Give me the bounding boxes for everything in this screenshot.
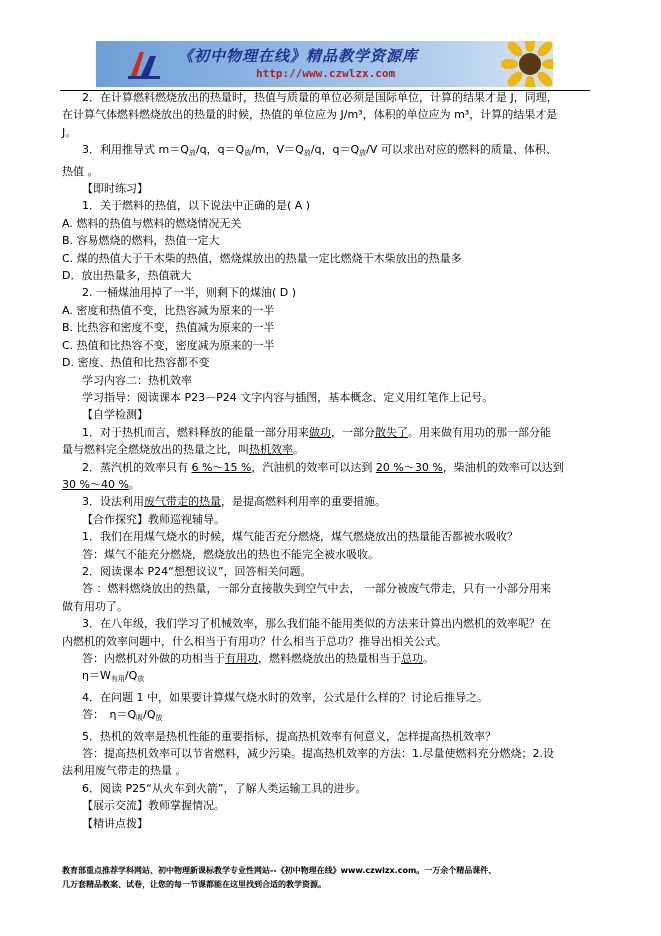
section-heading: 【合作探究】教师巡视辅导。 xyxy=(82,512,225,526)
formula-line: 3．利用推导式 $m=Q_放/q$，$q=Q_放/m$，$V=Q_放/q$，$q=Q_放/V$ 可以求出对应的燃料的质量、体积、 xyxy=(82,143,557,158)
option: A. 燃料的热值与燃料的燃烧情况无关 xyxy=(62,216,242,230)
answer: 做有用功了。 xyxy=(62,599,128,613)
answer: 答：内燃机对外做的功相当于有用功，燃料燃烧放出的热量相当于总功。 xyxy=(82,652,434,665)
footer-line: 几万套精品教案、试卷，让您的每一节课都能在这里找到合适的教学资源。 xyxy=(62,880,326,889)
question: 2．阅读课本 P24“想想议议”，回答相关问题。 xyxy=(82,564,312,578)
formula-line: $\eta=W_{有用}/Q_放$ xyxy=(82,669,145,684)
text-line: J。 xyxy=(62,125,77,139)
text-line: 30 %～40 %。 xyxy=(62,477,140,491)
text-line: 2．在计算燃料燃烧放出的热量时，热值与质量的单位必须是国际单位，计算的结果才是 J，同理， xyxy=(82,91,558,104)
question: 1．我们在用煤气烧水的时候，煤气能否充分燃烧，煤气燃烧放出的热量能否都被水吸收？ xyxy=(82,530,518,544)
question: 6．阅读 P25“从火车到火箭”，了解人类运输工具的进步。 xyxy=(82,781,367,795)
text-line: 1．对于热机而言，燃料释放的能量一部分用来做功，一部分散失了。用来做有用功的那一部分能 xyxy=(82,425,551,439)
formula-line: 答： $\eta=Q_吸/Q_放$ xyxy=(82,708,163,723)
text-line: 2．蒸汽机的效率只有 6 %～15 %，汽油机的效率可以达到 20 %～30 %，柴油机的效率可以达到 xyxy=(82,460,564,474)
page-footer xyxy=(62,864,594,892)
section-heading: 学习内容二：热机效率 xyxy=(82,373,192,387)
question: 1．关于燃料的热值，以下说法中正确的是( A ) xyxy=(82,199,311,213)
question: 4．在问题 1 中，如果要计算煤气烧水时的效率，公式是什么样的？讨论后推导之。 xyxy=(82,690,488,704)
footer-line: 教育部重点推荐学科网站、初中物理新课标教学专业性网站--《初中物理在线》www.czwlzx.com。一万余个精品课件、 xyxy=(62,866,497,875)
text-line: 学习指导：阅读课本 P23－P24 文字内容与插图，基本概念、定义用红笔作上记号。 xyxy=(82,390,494,404)
section-heading: 【即时练习】 xyxy=(82,182,148,196)
text-line: 量与燃料完全燃烧放出的热量之比，叫热机效率。 xyxy=(62,443,304,457)
text-line: 在计算气体燃料燃烧放出的热量的时候，热值的单位应为 J/m³，体积的单位应为 m³，计算的结果才是 xyxy=(62,108,558,122)
text-line: 热值 。 xyxy=(62,164,99,178)
option: B. 容易燃烧的燃料，热值一定大 xyxy=(62,234,220,248)
option: D．放出热量多，热值就大 xyxy=(62,269,192,283)
site-logo-icon xyxy=(126,46,162,82)
site-banner xyxy=(96,41,553,87)
option: A. 密度和热值不变，比热容减为原来的一半 xyxy=(62,303,275,317)
question: 5．热机的效率是热机性能的重要指标，提高热机效率有何意义，怎样提高热机效率？ xyxy=(82,729,496,743)
sunflower-icon xyxy=(501,41,553,87)
option: B. 比热容和密度不变，热值减为原来的一半 xyxy=(62,321,275,335)
question: 内燃机的效率问题中，什么相当于有用功？什么相当于总功？推导出相关公式。 xyxy=(62,634,447,648)
answer: 答：提高热机效率可以节省燃料，减少污染。提高热机效率的方法：1.尽量使燃料充分燃烧；2.设 xyxy=(82,747,554,761)
answer: 答：煤气不能充分燃烧，燃烧放出的热也不能完全被水吸收。 xyxy=(82,547,379,561)
text-line: 3．设法利用废气带走的热量，是提高燃料利用率的重要措施。 xyxy=(82,495,386,509)
banner-title: 《初中物理在线》精品教学资源库 xyxy=(178,47,419,65)
document-body xyxy=(62,89,590,832)
section-heading: 【精讲点拨】 xyxy=(82,816,148,830)
question: 2. 一桶煤油用掉了一半，则剩下的煤油( D ) xyxy=(82,286,297,300)
banner-url[interactable]: http://www.czwlzx.com xyxy=(256,67,396,80)
section-heading: 【展示交流】教师掌握情况。 xyxy=(82,799,225,813)
question: 3．在八年级，我们学习了机械效率，那么我们能不能用类似的方法来计算出内燃机的效率呢？在 xyxy=(82,617,551,631)
answer: 法利用废气带走的热量 。 xyxy=(62,764,187,778)
option: C. 热值和比热容不变，密度减为原来的一半 xyxy=(62,338,275,352)
answer: 答 ：燃料燃烧放出的热量，一部分直接散失到空气中去， 一部分被废气带走，只有一小部分用来 xyxy=(82,582,551,596)
section-heading: 【自学检测】 xyxy=(82,408,148,422)
option: C. 煤的热值大于干木柴的热值，燃烧煤放出的热量一定比燃烧干木柴放出的热量多 xyxy=(62,251,462,265)
option: D. 密度、热值和比热容都不变 xyxy=(62,356,210,370)
